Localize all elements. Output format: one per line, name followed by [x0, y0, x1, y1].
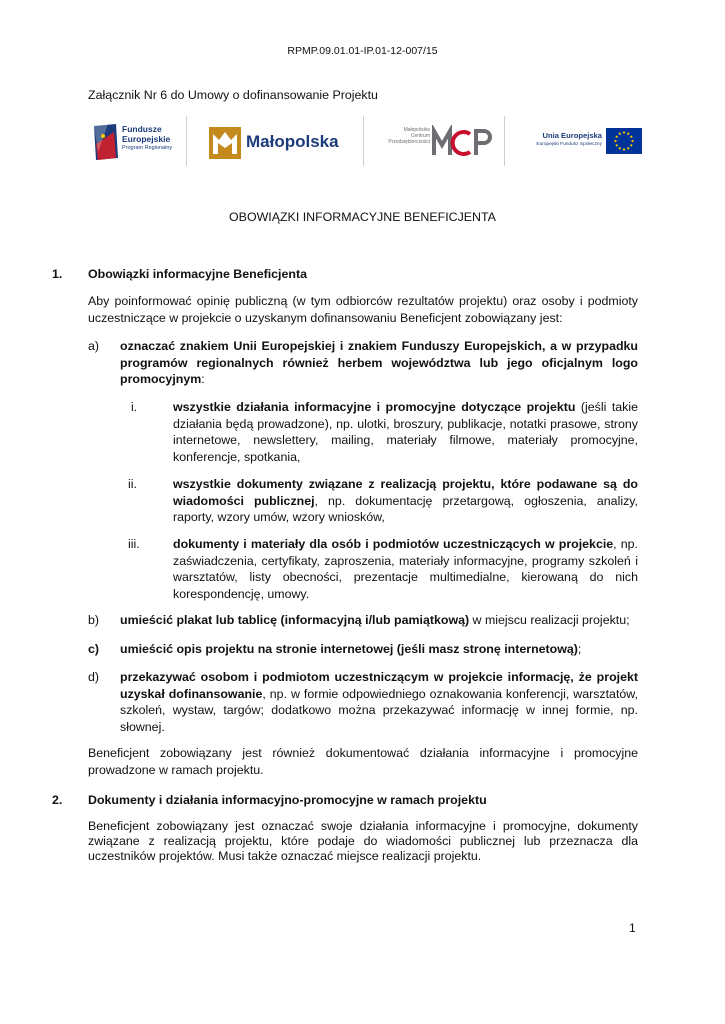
eu-flag-icon [606, 128, 642, 154]
section-number: 1. [52, 267, 63, 281]
section-heading: Obowiązki informacyjne Beneficjenta [88, 267, 307, 281]
item-text: , np. w formie odpowiedniego oznakowania konferencji, warsztatów, szkoleń, wystaw, targów; dodatkowo można przekazywać informację w innej formie, np. słownej. [120, 686, 638, 734]
malopolska-logo [204, 114, 354, 168]
list-item [120, 641, 581, 657]
item-text: ; [577, 642, 582, 656]
mcp-line3: Przedsiębiorczości [388, 139, 430, 145]
item-bold-text: umieścić plakat lub tablicę (informacyjną i/lub pamiątkową) [120, 613, 470, 627]
logo-strip [86, 114, 642, 168]
ue-line2: Europejski Fundusz Społeczny [536, 142, 602, 147]
item-label: c) [88, 642, 100, 656]
subitem-bold-text: wszystkie dokumenty związane z realizacją projektu, które podawane są do wiadomości publicznej [173, 477, 638, 508]
fe-line1: Fundusze [122, 124, 162, 134]
mcp-line1: Małopolskie [403, 127, 430, 133]
item-label: b) [88, 613, 100, 627]
section-closing: Beneficjent zobowiązany jest również dokumentować działania informacyjne i promocyjne prowadzone w ramach projektu. [88, 746, 638, 777]
malopolska-name: Małopolska [246, 132, 339, 151]
item-bold-text: oznaczać znakiem Unii Europejskiej i znakiem Funduszy Europejskich, a w przypadku programów regionalnych również herbem województwa lub jego oficjalnym logo promocyjnym [120, 339, 638, 386]
item-bold-text: umieścić opis projektu na stronie internetowej (jeśli masz stronę internetową) [120, 642, 578, 656]
page-number: 1 [629, 921, 636, 935]
item-text: w miejscu realizacji projektu; [469, 613, 630, 627]
document-reference: RPMP.09.01.01-IP.01-12-007/15 [287, 45, 438, 57]
subitem-bold-text: dokumenty i materiały dla osób i podmiotów uczestniczących w projekcie [173, 537, 614, 551]
fe-line2: Europejskie [122, 133, 171, 144]
list-item [120, 338, 638, 388]
section-number: 2. [52, 793, 63, 807]
subitem-label: ii. [128, 477, 137, 491]
fe-flag-icon [92, 122, 120, 162]
subitem-label: i. [131, 400, 138, 414]
annex-title: Załącznik Nr 6 do Umowy o dofinansowanie Projektu [88, 88, 378, 102]
fundusze-europejskie-logo [86, 114, 182, 168]
item-label: d) [88, 670, 100, 684]
section-intro: Aby poinformować opinię publiczną (w tym odbiorców rezultatów projektu) oraz osoby i podmioty uczestniczące w projekcie o uzyskanym dofinansowaniu Beneficjent zobowiązany jest: [88, 294, 638, 325]
document-title: OBOWIĄZKI INFORMACYJNE BENEFICJENTA [229, 210, 496, 224]
section-heading: Dokumenty i działania informacyjno-promocyjne w ramach projektu [88, 793, 487, 807]
subitem-text: , np. zaświadczenia, certyfikaty, zaproszenia, materiały informacyjne, programy szkoleń i warsztatów, listy obecności, prezentacje multimedialne, kierowaną do nich korespondencję, umowy. [173, 537, 638, 601]
list-item [120, 612, 630, 628]
ue-efs-logo [514, 114, 642, 168]
section-body: Beneficjent zobowiązany jest oznaczać swoje działania informacyjne i promocyjne, dokumenty związane z realizacją projektu, które podaje do wiadomości publicznej lub przeznacza dla uczestników projektów. Musi także oznaczać miejsce realizacji projektu. [88, 819, 638, 863]
item-label: a) [88, 339, 100, 353]
malopolska-crest-icon [208, 126, 242, 160]
list-subitem [173, 476, 638, 526]
list-subitem [173, 536, 638, 602]
mcp-line2: Centrum [410, 133, 430, 139]
subitem-text: , np. dokumentację przetargową, ogłoszenia, analizy, raporty, wzory umów, wzory wniosków, [173, 493, 638, 524]
logo-divider [363, 116, 364, 166]
subitem-text: (jeśli takie działania będą prowadzone), np. ulotki, broszury, publikacje, notatki prasowe, strony internetowe, newslettery, mailing, materiały filmowe, materiały promocyjne, konferencje, spotkania, [173, 400, 639, 464]
list-item [120, 669, 638, 735]
item-bold-text: przekazywać osobom i podmiotom uczestniczącym w projekcie informację, że projekt uzyskał dofinansowanie [120, 670, 638, 701]
logo-divider [504, 116, 505, 166]
ue-line1: Unia Europejska [542, 131, 602, 140]
fe-line3: Program Regionalny [122, 145, 173, 151]
subitem-bold-text: wszystkie działania informacyjne i promocyjne dotyczące projektu [173, 400, 576, 414]
logo-divider [186, 116, 187, 166]
list-subitem [173, 399, 638, 465]
mcp-mark-icon [432, 125, 494, 159]
item-text: : [201, 372, 205, 386]
mcp-logo [378, 114, 496, 168]
subitem-label: iii. [128, 537, 140, 551]
